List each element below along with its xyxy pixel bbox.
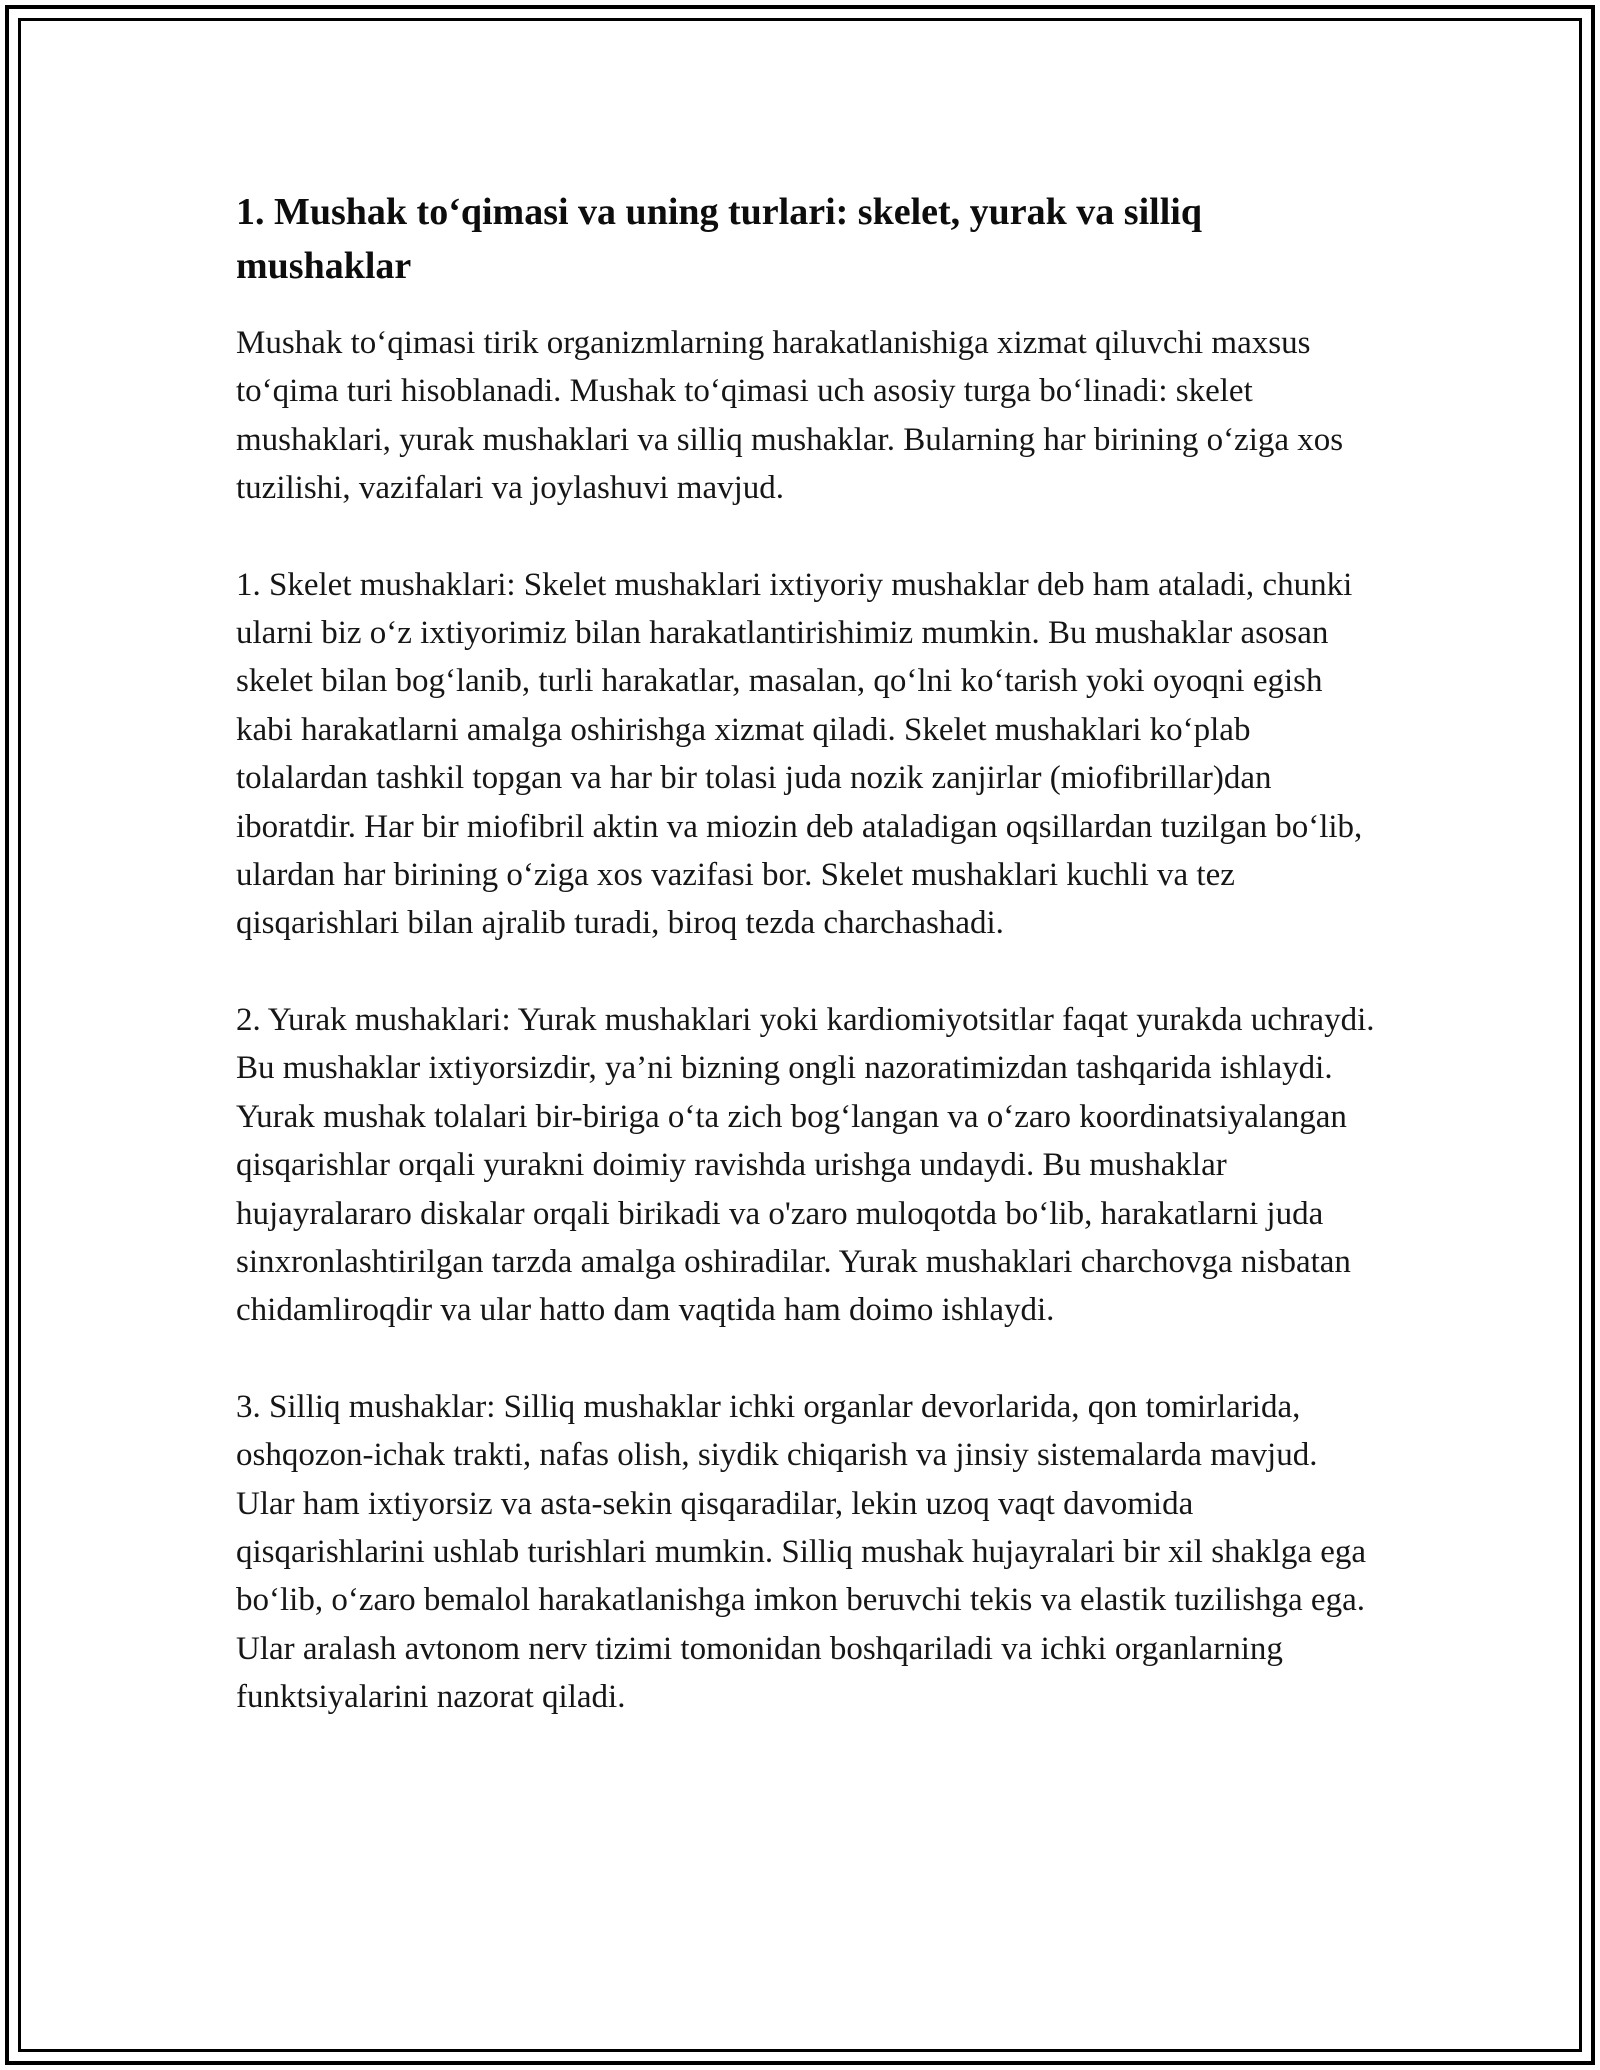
document-title: 1. Mushak to‘qimasi va uning turlari: skelet, yurak va silliq mushaklar — [236, 191, 1202, 287]
paragraph-intro: Mushak to‘qimasi tirik organizmlarning harakatlanishiga xizmat qiluvchi maxsus to‘qima turi hisoblanadi. Mushak to‘qimasi uch asosiy turga bo‘linadi: skelet mushaklari, yurak mushaklari va silliq mushaklar. Bularning har birining o‘ziga xos tuzilishi, vazifalari va joylashuvi mavjud. — [236, 325, 1344, 507]
document-body — [236, 185, 1376, 1722]
paragraph-smooth-muscles: 3. Silliq mushaklar: Silliq mushaklar ichki organlar devorlarida, qon tomirlarida, oshqozon-ichak trakti, nafas olish, siydik chiqarish va jinsiy sistemalarda mavjud. Ular ham ixtiyorsiz va asta-sekin qisqaradilar, lekin uzoq vaqt davomida qisqarishlarini ushlab turishlari mumkin. Silliq mushak hujayralari bir xil shaklga ega bo‘lib, o‘zaro bemalol harakatlanishga imkon beruvchi tekis va elastik tuzilishga ega. Ular aralash avtonom nerv tizimi tomonidan boshqariladi va ichki organlarning funktsiyalarini nazorat qiladi. — [236, 1388, 1367, 1716]
paragraph-cardiac-muscles: 2. Yurak mushaklari: Yurak mushaklari yoki kardiomiyotsitlar faqat yurakda uchraydi. Bu mushaklar ixtiyorsizdir, ya’ni bizning ongli nazoratimizdan tashqarida ishlaydi. Yurak mushak tolalari bir-biriga o‘ta zich bog‘langan va o‘zaro koordinatsiyalangan qisqarishlar orqali yurakni doimiy ravishda urishga undaydi. Bu mushaklar hujayralararo diskalar orqali birikadi va o'zaro muloqotda bo‘lib, harakatlarni juda sinxronlashtirilgan tarzda amalga oshiradilar. Yurak mushaklari charchovga nisbatan chidamliroqdir va ular hatto dam vaqtida ham doimo ishlaydi. — [236, 1001, 1375, 1329]
paragraph-skeletal-muscles: 1. Skelet mushaklari: Skelet mushaklari ixtiyoriy mushaklar deb ham ataladi, chunki ularni biz o‘z ixtiyorimiz bilan harakatlantirishimiz mumkin. Bu mushaklar asosan skelet bilan bog‘lanib, turli harakatlar, masalan, qo‘lni ko‘tarish yoki oyoqni egish kabi harakatlarni amalga oshirishga xizmat qiladi. Skelet mushaklari ko‘plab tolalardan tashkil topgan va har bir tolasi juda nozik zanjirlar (miofibrillar)dan iboratdir. Har bir miofibril aktin va miozin deb ataladigan oqsillardan tuzilgan bo‘lib, ulardan har birining o‘ziga xos vazifasi bor. Skelet mushaklari kuchli va tez qisqarishlari bilan ajralib turadi, biroq tezda charchashadi. — [236, 566, 1363, 942]
